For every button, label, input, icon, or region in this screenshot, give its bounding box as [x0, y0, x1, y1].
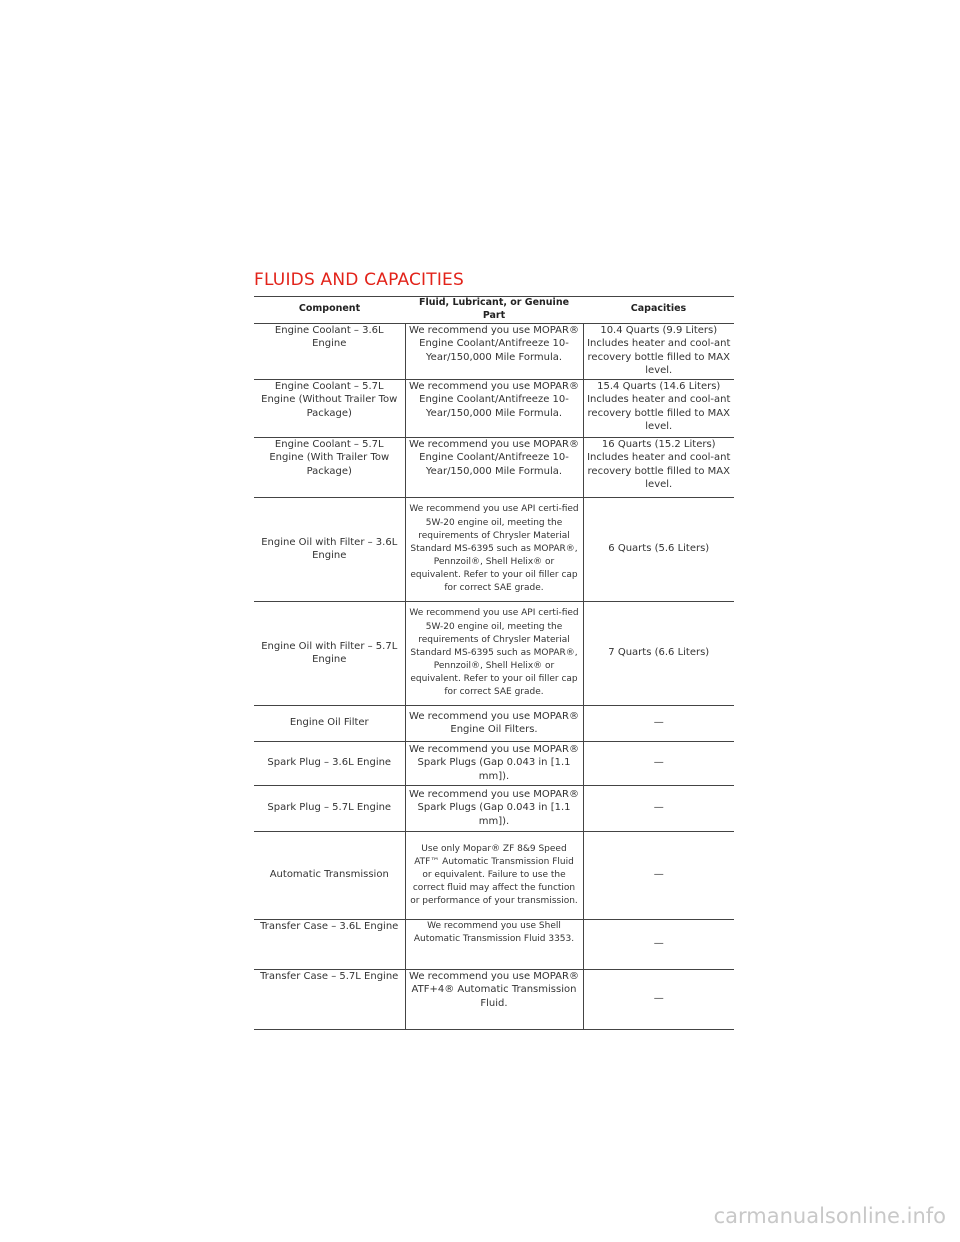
header-component: Component [254, 297, 405, 324]
capacity-cell: — [583, 831, 734, 919]
capacity-cell: — [583, 705, 734, 741]
table-row [254, 741, 734, 785]
header-fluid: Fluid, Lubricant, or Genuine Part [405, 297, 583, 324]
table-row [254, 705, 734, 741]
fluid-cell: We recommend you use MOPAR® Engine Oil Filters. [405, 705, 583, 741]
fluid-cell: We recommend you use API certi-fied 5W-20 engine oil, meeting the requirements of Chrysler Material Standard MS-6395 such as MOPAR®, Pennzoil®, Shell Helix® or equivalent. Refer to your oil filler cap for correct SAE grade. [405, 497, 583, 601]
capacity-cell: — [583, 785, 734, 831]
fluid-cell: We recommend you use MOPAR® Engine Coolant/Antifreeze 10-Year/150,000 Mile Formula. [405, 379, 583, 437]
fluid-cell: We recommend you use MOPAR® Engine Coolant/Antifreeze 10-Year/150,000 Mile Formula. [405, 323, 583, 379]
table-row [254, 437, 734, 497]
fluid-cell: Use only Mopar® ZF 8&9 Speed ATF™ Automatic Transmission Fluid or equivalent. Failure to use the correct fluid may affect the function or performance of your transmission. [405, 831, 583, 919]
capacity-cell: — [583, 919, 734, 969]
table-header-row [254, 297, 734, 324]
table-row [254, 919, 734, 969]
capacity-cell: 16 Quarts (15.2 Liters) Includes heater and cool-ant recovery bottle filled to MAX level. [583, 437, 734, 497]
component-cell: Spark Plug – 3.6L Engine [254, 741, 405, 785]
table-row [254, 785, 734, 831]
watermark-url: carmanualsonline.info [713, 1204, 946, 1228]
fluid-cell: We recommend you use API certi-fied 5W-20 engine oil, meeting the requirements of Chrysler Material Standard MS-6395 such as MOPAR®, Pennzoil®, Shell Helix® or equivalent. Refer to your oil filler cap for correct SAE grade. [405, 601, 583, 705]
table-row [254, 379, 734, 437]
table-row [254, 969, 734, 1029]
fluid-cell: We recommend you use MOPAR® Engine Coolant/Antifreeze 10-Year/150,000 Mile Formula. [405, 437, 583, 497]
capacity-cell: 15.4 Quarts (14.6 Liters) Includes heater and cool-ant recovery bottle filled to MAX level. [583, 379, 734, 437]
component-cell: Automatic Transmission [254, 831, 405, 919]
component-cell: Engine Oil with Filter – 5.7L Engine [254, 601, 405, 705]
component-cell: Transfer Case – 5.7L Engine [254, 969, 405, 1029]
table-row [254, 323, 734, 379]
fluid-cell: We recommend you use MOPAR® ATF+4® Automatic Transmission Fluid. [405, 969, 583, 1029]
section-title: FLUIDS AND CAPACITIES [254, 270, 464, 290]
table-row [254, 831, 734, 919]
capacity-cell: 6 Quarts (5.6 Liters) [583, 497, 734, 601]
component-cell: Engine Oil with Filter – 3.6L Engine [254, 497, 405, 601]
capacity-cell: 7 Quarts (6.6 Liters) [583, 601, 734, 705]
capacity-cell: 10.4 Quarts (9.9 Liters) Includes heater and cool-ant recovery bottle filled to MAX level. [583, 323, 734, 379]
component-cell: Engine Coolant – 5.7L Engine (With Trailer Tow Package) [254, 437, 405, 497]
component-cell: Engine Oil Filter [254, 705, 405, 741]
fluids-capacities-table [254, 296, 734, 1030]
capacity-cell: — [583, 969, 734, 1029]
component-cell: Spark Plug – 5.7L Engine [254, 785, 405, 831]
fluid-cell: We recommend you use MOPAR® Spark Plugs (Gap 0.043 in [1.1 mm]). [405, 741, 583, 785]
component-cell: Engine Coolant – 5.7L Engine (Without Trailer Tow Package) [254, 379, 405, 437]
component-cell: Engine Coolant – 3.6L Engine [254, 323, 405, 379]
table-row [254, 497, 734, 601]
capacity-cell: — [583, 741, 734, 785]
header-capacities: Capacities [583, 297, 734, 324]
table-row [254, 601, 734, 705]
component-cell: Transfer Case – 3.6L Engine [254, 919, 405, 969]
fluid-cell: We recommend you use MOPAR® Spark Plugs (Gap 0.043 in [1.1 mm]). [405, 785, 583, 831]
fluid-cell: We recommend you use Shell Automatic Transmission Fluid 3353. [405, 919, 583, 969]
